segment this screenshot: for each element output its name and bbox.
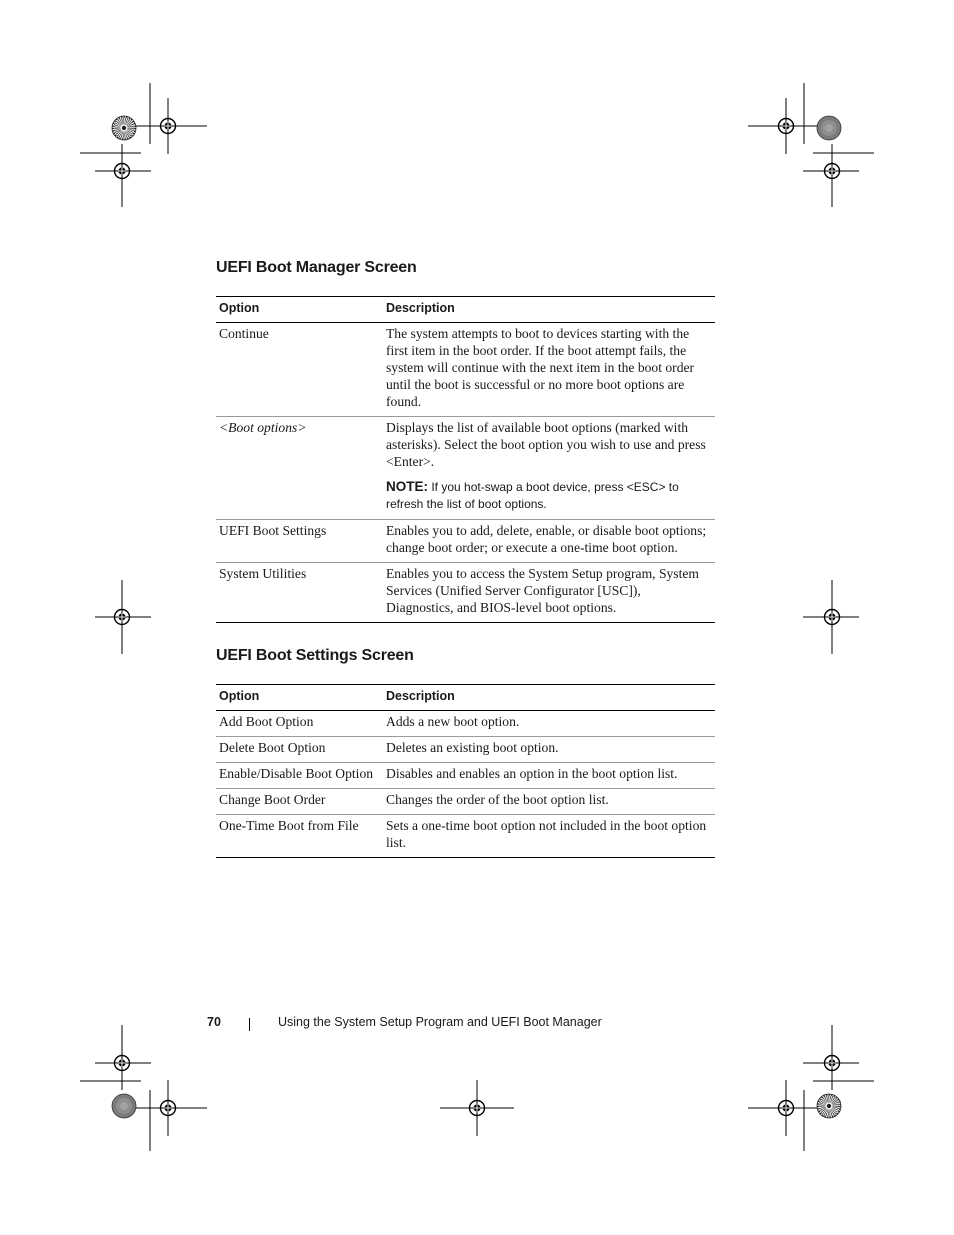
table-row (216, 520, 715, 563)
column-header-description: Description (383, 685, 715, 711)
description-text: Displays the list of available boot options (marked with asterisks). Select the boot option you wish to use and press <Enter>. (386, 420, 706, 469)
description-cell: Deletes an existing boot option. (383, 737, 715, 763)
option-cell: Continue (216, 323, 383, 417)
section-title-boot-manager: UEFI Boot Manager Screen (216, 259, 417, 276)
description-cell: Enables you to add, delete, enable, or disable boot options; change boot order; or execute a one-time boot option. (383, 520, 715, 563)
option-cell: Change Boot Order (216, 789, 383, 815)
footer-chapter-title: Using the System Setup Program and UEFI Boot Manager (278, 1015, 602, 1029)
option-cell: <Boot options> (216, 417, 383, 520)
description-cell: Adds a new boot option. (383, 711, 715, 737)
option-cell: One-Time Boot from File (216, 815, 383, 858)
description-cell (383, 417, 715, 520)
table-row (216, 789, 715, 815)
description-cell: Sets a one-time boot option not included in the boot option list. (383, 815, 715, 858)
description-cell: Disables and enables an option in the boot option list. (383, 763, 715, 789)
column-header-option: Option (216, 685, 383, 711)
section-title-boot-settings: UEFI Boot Settings Screen (216, 647, 414, 664)
column-header-description: Description (383, 297, 715, 323)
note (386, 478, 711, 513)
option-cell: System Utilities (216, 563, 383, 623)
note-text: If you hot-swap a boot device, press <ESC> to refresh the list of boot options. (386, 480, 679, 511)
table-row (216, 563, 715, 623)
page-number: 70 (207, 1015, 221, 1029)
table-header-row (216, 297, 715, 323)
option-cell: Enable/Disable Boot Option (216, 763, 383, 789)
option-cell: Delete Boot Option (216, 737, 383, 763)
description-cell: Changes the order of the boot option list. (383, 789, 715, 815)
table-row (216, 323, 715, 417)
option-cell: Add Boot Option (216, 711, 383, 737)
table-row (216, 711, 715, 737)
footer-divider (249, 1018, 250, 1031)
table-row (216, 737, 715, 763)
table-row (216, 815, 715, 858)
column-header-option: Option (216, 297, 383, 323)
note-label: NOTE: (386, 479, 428, 494)
table-row (216, 763, 715, 789)
table-row (216, 417, 715, 520)
page-footer (0, 1015, 954, 1035)
boot-manager-table (216, 296, 715, 623)
description-cell: The system attempts to boot to devices starting with the first item in the boot order. If the boot attempt fails, the system will continue with the next item in the boot order until the boot is successful or no more boot options are found. (383, 323, 715, 417)
description-cell: Enables you to access the System Setup program, System Services (Unified Server Configurator [USC]), Diagnostics, and BIOS-level boot options. (383, 563, 715, 623)
table-header-row (216, 685, 715, 711)
boot-settings-table (216, 684, 715, 858)
option-cell: UEFI Boot Settings (216, 520, 383, 563)
